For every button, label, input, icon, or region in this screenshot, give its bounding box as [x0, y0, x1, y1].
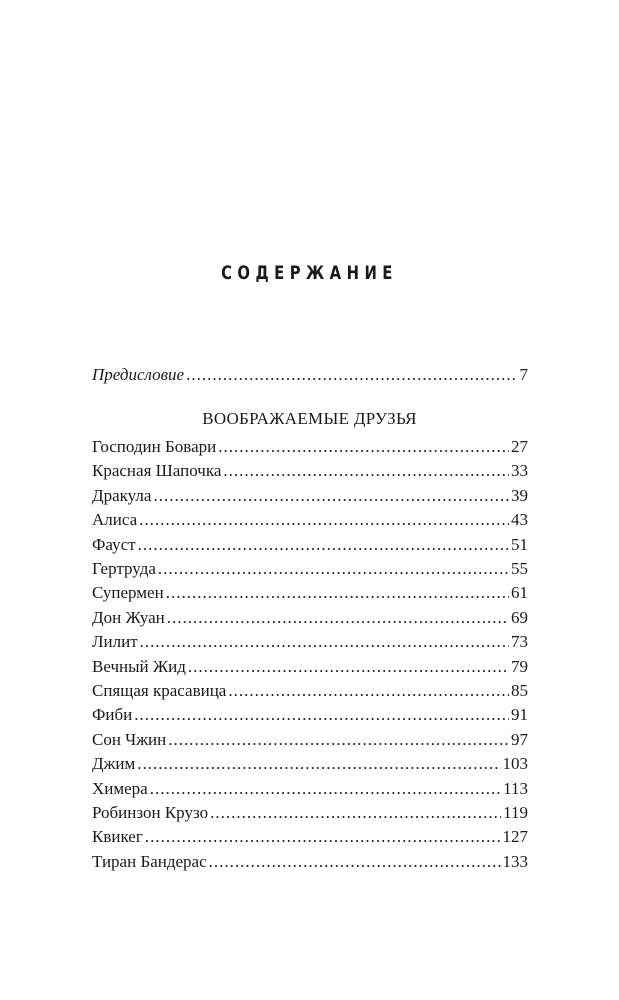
toc-entry-label: Предисловие [92, 365, 185, 384]
toc-entry-label: Робинзон Крузо [92, 803, 209, 822]
toc-entry-page: 91 [511, 705, 528, 725]
toc-entry-label: Квикег [92, 827, 143, 847]
leader-dots [186, 364, 517, 386]
toc-entry[interactable] [92, 778, 528, 800]
leader-dots [228, 680, 509, 702]
toc-entry-page: 133 [502, 851, 528, 871]
toc-entry-page: 43 [511, 510, 528, 530]
toc-entry-label: Сон Чжин [92, 729, 167, 749]
leader-dots [168, 729, 509, 751]
toc-entry-label: Дракула [92, 485, 152, 505]
toc-entry-label: Тиран Бандерас [92, 851, 207, 871]
toc-entry[interactable] [92, 631, 528, 653]
leader-dots [188, 656, 509, 678]
leader-dots [223, 460, 509, 482]
toc-entry[interactable] [92, 534, 528, 556]
toc-entry-page: 69 [511, 607, 528, 627]
leader-dots [210, 802, 501, 824]
toc-entry-label: Вечный Жид [92, 656, 186, 676]
toc-entry-label: Алиса [92, 510, 138, 530]
toc-entry-page: 39 [511, 485, 528, 505]
toc-entry-label: Лилит [92, 632, 138, 652]
toc-entry-label: Фауст [92, 534, 136, 554]
leader-dots [209, 851, 501, 873]
toc-entry-label: Красная Шапочка [92, 461, 222, 481]
toc-entry-page: 103 [502, 754, 528, 774]
toc-entry-label: Гертруда [92, 559, 156, 578]
toc-entry[interactable] [92, 436, 528, 458]
leader-dots [153, 485, 509, 507]
toc-entry-label: Господин Бовари [92, 437, 217, 456]
toc-entry[interactable] [92, 558, 528, 580]
toc-entry-page: 127 [502, 827, 528, 847]
toc-entry[interactable] [92, 607, 528, 629]
toc-entry-page: 113 [503, 778, 528, 798]
toc-entry[interactable] [92, 582, 528, 604]
toc-entry-page: 79 [511, 656, 528, 676]
toc-entry-page: 97 [511, 729, 528, 749]
leader-dots [166, 582, 509, 604]
toc-entry-page: 51 [511, 534, 528, 554]
toc-entry[interactable] [92, 680, 528, 702]
toc-entry-page: 33 [511, 461, 528, 481]
toc-entry[interactable] [92, 509, 528, 531]
section-heading: ВООБРАЖАЕМЫЕ ДРУЗЬЯ [202, 409, 417, 428]
toc-entry-page: 55 [511, 559, 528, 578]
leader-dots [145, 826, 501, 848]
leader-dots [140, 631, 509, 653]
toc-entry-page: 7 [519, 365, 528, 384]
toc-entry-page: 119 [503, 803, 528, 822]
toc-entry[interactable] [92, 460, 528, 482]
leader-dots [134, 704, 509, 726]
toc-entry-page: 61 [511, 583, 528, 603]
leader-dots [218, 436, 509, 458]
toc-entry[interactable] [92, 656, 528, 678]
toc-entry-label: Химера [92, 778, 148, 798]
toc-entry[interactable] [92, 704, 528, 726]
toc-entry-label: Спящая красавица [92, 681, 227, 700]
leader-dots [138, 534, 509, 556]
leader-dots [158, 558, 509, 580]
toc-entry-label: Супермен [92, 583, 164, 603]
toc-entry[interactable] [92, 826, 528, 848]
toc-entry-page: 85 [511, 681, 528, 700]
toc-entry-page: 27 [511, 437, 528, 456]
leader-dots [139, 509, 509, 531]
toc-entry-label: Фиби [92, 705, 133, 725]
toc-entry-label: Дон Жуан [92, 607, 165, 627]
toc-entry-page: 73 [511, 632, 528, 652]
toc-entry[interactable] [92, 729, 528, 751]
toc-entry-preface[interactable] [92, 364, 528, 386]
toc-entry[interactable] [92, 485, 528, 507]
toc-entry-label: Джим [92, 754, 136, 774]
page-title: СОДЕРЖАНИЕ [221, 262, 398, 284]
toc-entry[interactable] [92, 851, 528, 873]
leader-dots [150, 778, 501, 800]
leader-dots [137, 753, 500, 775]
toc-entry[interactable] [92, 753, 528, 775]
leader-dots [167, 607, 509, 629]
toc-entry[interactable] [92, 802, 528, 824]
